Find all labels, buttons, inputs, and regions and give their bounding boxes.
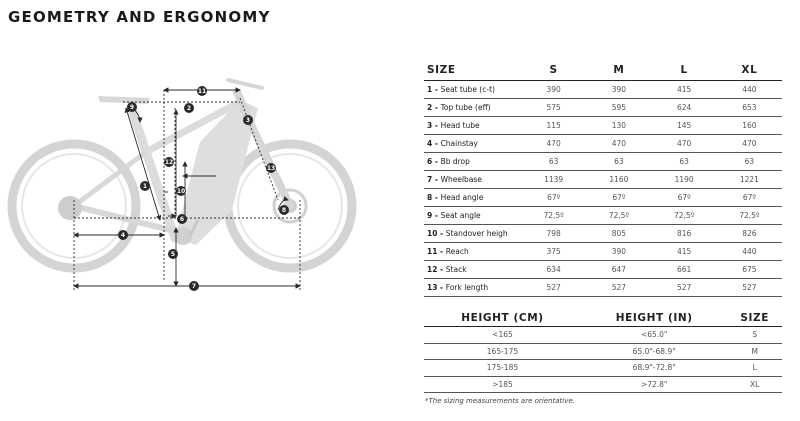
bike-geometry-diagram — [0, 60, 415, 305]
cell: 67º — [586, 189, 651, 207]
table-row — [424, 153, 782, 171]
cell: 805 — [586, 225, 651, 243]
svg-text:3: 3 — [245, 117, 251, 124]
header-xl: XL — [717, 60, 782, 81]
cell: 67º — [521, 189, 586, 207]
cell: <165 — [424, 327, 581, 344]
table-row — [424, 360, 782, 377]
cell: 72,5º — [652, 207, 717, 225]
cell: 65.0"-68.9" — [581, 343, 728, 360]
cell: 1160 — [586, 171, 651, 189]
cell: 63 — [586, 153, 651, 171]
cell: 390 — [521, 81, 586, 99]
marker-11 — [197, 86, 207, 96]
motor — [174, 227, 192, 245]
cell: 634 — [521, 261, 586, 279]
row-label: 13 - Fork length — [424, 279, 521, 297]
cell: 575 — [521, 99, 586, 117]
marker-12 — [164, 157, 174, 167]
row-label: 9 - Seat angle — [424, 207, 521, 225]
cell: 798 — [521, 225, 586, 243]
cell: 72,5º — [586, 207, 651, 225]
cell: 1139 — [521, 171, 586, 189]
cell: 527 — [521, 279, 586, 297]
saddle — [98, 96, 150, 104]
cell: 72,5º — [717, 207, 782, 225]
cell: 63 — [717, 153, 782, 171]
cell: 375 — [521, 243, 586, 261]
marker-9 — [127, 102, 137, 112]
row-label: 7 - Wheelbase — [424, 171, 521, 189]
svg-text:8: 8 — [281, 207, 287, 214]
marker-5 — [168, 249, 178, 259]
row-label: 10 - Standover heigh — [424, 225, 521, 243]
cell: 470 — [717, 135, 782, 153]
svg-text:11: 11 — [197, 88, 207, 95]
svg-text:12: 12 — [164, 159, 174, 166]
svg-text:5: 5 — [170, 251, 176, 258]
table-row — [424, 261, 782, 279]
cell: 115 — [521, 117, 586, 135]
table-row — [424, 99, 782, 117]
svg-text:2: 2 — [186, 105, 192, 112]
marker-6 — [177, 214, 187, 224]
sizing-header-row — [424, 310, 782, 327]
table-row — [424, 207, 782, 225]
cell: 72,5º — [521, 207, 586, 225]
cell: 527 — [586, 279, 651, 297]
row-label: 12 - Stack — [424, 261, 521, 279]
row-label: 8 - Head angle — [424, 189, 521, 207]
header-size: SIZE — [727, 310, 782, 327]
cell: 175-185 — [424, 360, 581, 377]
marker-13 — [266, 163, 276, 173]
row-label: 2 - Top tube (eff) — [424, 99, 521, 117]
header-height-in: HEIGHT (IN) — [581, 310, 728, 327]
geometry-table — [424, 60, 782, 297]
cell: 826 — [717, 225, 782, 243]
row-label: 11 - Reach — [424, 243, 521, 261]
table-row — [424, 189, 782, 207]
cell: <65.0" — [581, 327, 728, 344]
cell: 1190 — [652, 171, 717, 189]
cell: XL — [727, 376, 782, 393]
cell: 165-175 — [424, 343, 581, 360]
header-height-cm: HEIGHT (CM) — [424, 310, 581, 327]
table-row — [424, 81, 782, 99]
cell: 68.9"-72.8" — [581, 360, 728, 377]
cell: 67º — [652, 189, 717, 207]
marker-10 — [176, 186, 186, 196]
cell: 160 — [717, 117, 782, 135]
row-label: 3 - Head tube — [424, 117, 521, 135]
cell: L — [727, 360, 782, 377]
cell: 595 — [586, 99, 651, 117]
cell: 527 — [717, 279, 782, 297]
header-s: S — [521, 60, 586, 81]
cell: S — [727, 327, 782, 344]
table-row — [424, 279, 782, 297]
cell: 63 — [652, 153, 717, 171]
table-row — [424, 135, 782, 153]
cell: M — [727, 343, 782, 360]
cell: 624 — [652, 99, 717, 117]
svg-text:4: 4 — [120, 232, 126, 239]
marker-3 — [243, 115, 253, 125]
cell: 470 — [521, 135, 586, 153]
cell: >185 — [424, 376, 581, 393]
row-label: 6 - Bb drop — [424, 153, 521, 171]
table-row — [424, 243, 782, 261]
cell: 440 — [717, 81, 782, 99]
cell: 675 — [717, 261, 782, 279]
svg-text:6: 6 — [179, 216, 185, 223]
bike-silhouette — [12, 80, 352, 268]
row-label: 4 - Chainstay — [424, 135, 521, 153]
marker-7 — [189, 281, 199, 291]
cell: 527 — [652, 279, 717, 297]
cell: 415 — [652, 243, 717, 261]
geometry-header-row — [424, 60, 782, 81]
svg-text:13: 13 — [266, 165, 276, 172]
cell: 653 — [717, 99, 782, 117]
cell: 63 — [521, 153, 586, 171]
page-title: GEOMETRY AND ERGONOMY — [8, 8, 271, 26]
marker-1 — [140, 181, 150, 191]
cell: 470 — [652, 135, 717, 153]
row-label: 1 - Seat tube (c-t) — [424, 81, 521, 99]
cell: 470 — [586, 135, 651, 153]
svg-text:10: 10 — [176, 188, 186, 195]
cell: 145 — [652, 117, 717, 135]
svg-text:1: 1 — [142, 183, 148, 190]
cell: >72.8" — [581, 376, 728, 393]
marker-8 — [279, 205, 289, 215]
svg-text:7: 7 — [191, 283, 197, 290]
cell: 390 — [586, 81, 651, 99]
table-row — [424, 343, 782, 360]
table-row — [424, 117, 782, 135]
table-row — [424, 171, 782, 189]
cell: 1221 — [717, 171, 782, 189]
cell: 130 — [586, 117, 651, 135]
marker-4 — [118, 230, 128, 240]
cell: 816 — [652, 225, 717, 243]
table-row — [424, 376, 782, 393]
table-row — [424, 225, 782, 243]
sizing-note: *The sizing measurements are orientative. — [425, 397, 575, 405]
sizing-table — [424, 310, 782, 393]
cell: 415 — [652, 81, 717, 99]
cell: 661 — [652, 261, 717, 279]
marker-2 — [184, 103, 194, 113]
table-row — [424, 327, 782, 344]
cell: 390 — [586, 243, 651, 261]
header-size: SIZE — [424, 60, 521, 81]
cell: 67º — [717, 189, 782, 207]
header-m: M — [586, 60, 651, 81]
handlebar — [228, 80, 262, 88]
cell: 440 — [717, 243, 782, 261]
svg-text:9: 9 — [129, 104, 135, 111]
cell: 647 — [586, 261, 651, 279]
header-l: L — [652, 60, 717, 81]
